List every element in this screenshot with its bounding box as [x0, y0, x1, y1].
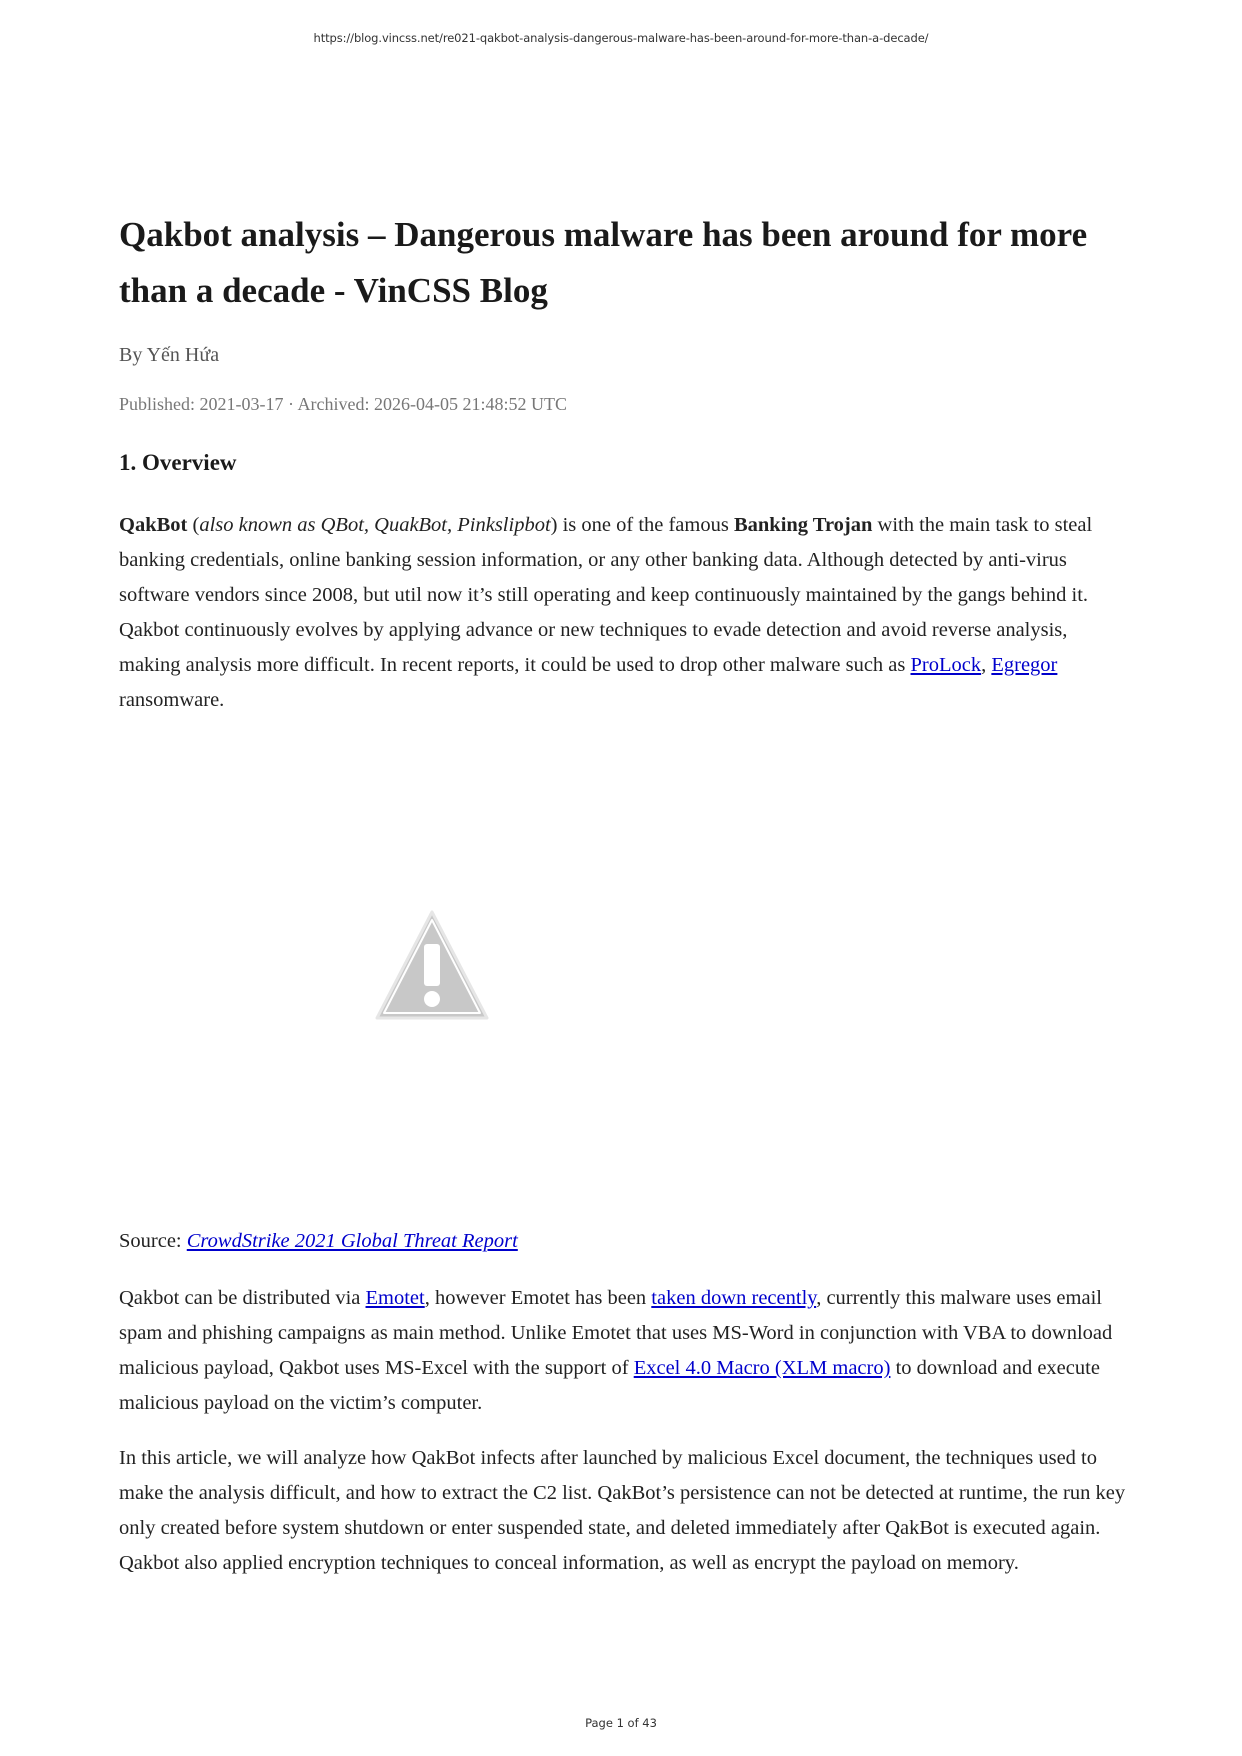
source-caption [119, 1224, 1129, 1259]
text-span: with the main task to steal banking credentials, online banking session information, or any other banking data. Although detected by anti-virus software vendors since 2008, but util now it’s still operating and keep continuously maintained by the gangs behind it. Qakbot continuously evolves by applying advance or new techniques to evade detection and avoid reverse analysis, making analysis more difficult. In recent reports, it could be used to drop other malware such as [119, 514, 1093, 676]
page-url-header: https://blog.vincss.net/re021-qakbot-analysis-dangerous-malware-has-been-around-for-more-than-a-decade/ [313, 31, 929, 45]
section-heading-overview: 1. Overview [119, 450, 237, 475]
text-span: ( [187, 514, 200, 536]
article-intro-paragraph: In this article, we will analyze how QakBot infects after launched by malicious Excel document, the techniques used to make the analysis difficult, and how to extract the C2 list. QakBot’s persistence can not be detected at runtime, the run key only created before system shutdown or enter suspended state, and deleted immediately after QakBot is executed again. Qakbot also applied encryption techniques to conceal information, as well as encrypt the payload on memory. [119, 1447, 1126, 1574]
text-span: ransomware. [119, 689, 225, 711]
italic-aliases: also known as QBot, QuakBot, Pinkslipbot [199, 514, 551, 536]
bold-banking-trojan: Banking Trojan [733, 514, 873, 536]
text-span: Qakbot can be distributed via [119, 1287, 366, 1309]
link-egregor[interactable]: Egregor [991, 654, 1058, 676]
publish-meta: Published: 2021-03-17 · Archived: 2026-04-05 21:48:52 UTC [119, 394, 567, 414]
text-span: ) is one of the famous [550, 514, 734, 536]
link-prolock[interactable]: ProLock [910, 654, 982, 676]
text-span: , [981, 654, 992, 676]
text-span: , however Emotet has been [424, 1287, 652, 1309]
broken-image-warning-icon [373, 906, 491, 1024]
link-emotet[interactable]: Emotet [365, 1287, 425, 1309]
text-span: , currently this malware uses email spam and phishing campaigns as main method. Unlike Emotet that uses MS-Word in conjunction with VBA to download malicious payload, Qakbot uses MS-Excel with the support of [119, 1287, 1113, 1379]
page-number: Page 1 of 43 [585, 1716, 657, 1730]
article-title: Qakbot analysis – Dangerous malware has been around for more than a decade - VinCSS Blog [119, 215, 1088, 310]
bold-qakbot: QakBot [119, 514, 188, 536]
source-label: Source: [119, 1230, 187, 1252]
text-span: to download and execute malicious payload on the victim’s computer. [119, 1357, 1100, 1414]
link-excel-macro[interactable]: Excel 4.0 Macro (XLM macro) [633, 1357, 891, 1379]
link-taken-down-recently[interactable]: taken down recently [651, 1287, 817, 1309]
overview-paragraph [119, 508, 1129, 718]
author-byline: By Yến Hứa [119, 344, 220, 366]
link-crowdstrike-report[interactable]: CrowdStrike 2021 Global Threat Report [186, 1230, 518, 1252]
distribution-paragraph [119, 1281, 1129, 1421]
